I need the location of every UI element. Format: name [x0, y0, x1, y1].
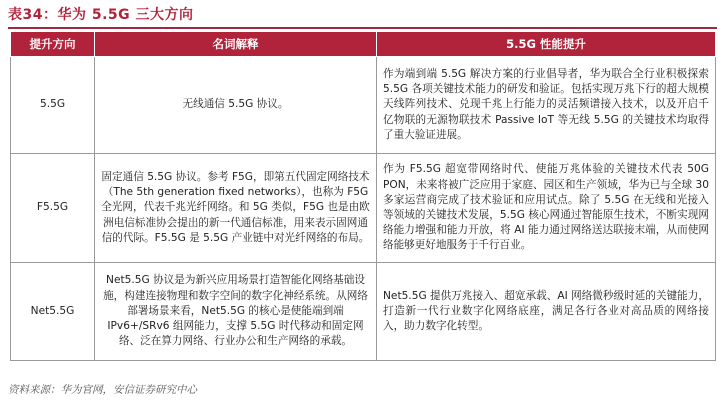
directions-table — [10, 31, 716, 361]
cell-improvement: 作为 F5.5G 超宽带网络时代、使能万兆体验的关键技术代表 50G PON，未来将被广泛应用于家庭、园区和生产领域，华为已与全球 30 多家运营商完成了技术验证和应用试点。除了 5.5G 在无线和光接入等领域的关键技术发展，5.5G 核心网通过智能原生技术，不断实现网络能力增强和能力开放，将 AI 能力通过网络送达联接末端，从而使网络能够更好地服务于千行百业。 — [377, 154, 716, 263]
cell-direction: 5.5G — [11, 57, 95, 154]
source-note: 资料来源：华为官网，安信证券研究中心 — [8, 384, 197, 396]
table-title: 表34：华为 5.5G 三大方向 — [8, 7, 194, 23]
table-row — [11, 263, 716, 361]
cell-direction: Net5.5G — [11, 263, 95, 361]
column-header-direction: 提升方向 — [11, 32, 95, 57]
cell-explanation: 无线通信 5.5G 协议。 — [95, 57, 377, 154]
table-header-row — [11, 32, 716, 57]
column-header-explanation: 名词解释 — [95, 32, 377, 57]
cell-explanation: Net5.5G 协议是为新兴应用场景打造智能化网络基础设施，构建连接物理和数字空间的数字化神经系统。从网络部署场景来看，Net5.5G 的核心是使能端到端 IPv6+/SRv6 组网能力，支撑 5.5G 时代移动和固定网络、泛在算力网络、行业办公和生产网络的承载。 — [95, 263, 377, 361]
cell-improvement: 作为端到端 5.5G 解决方案的行业倡导者，华为联合全行业积极探索 5.5G 各项关键技术能力的研发和验证。包括实现万兆下行的超大规模天线阵列技术、兑现千兆上行能力的灵活频谱接入技术，以及开启千亿物联的无源物联技术 Passive IoT 等无线 5.5G 的关键技术均取得了重大验证进展。 — [377, 57, 716, 154]
cell-explanation: 固定通信 5.5G 协议。参考 F5G，即第五代固定网络技术（The 5th generation fixed networks），也称为 F5G 全光网，代表千兆光纤网络。和 5G 类似，F5G 也是由欧洲电信标准协会提出的新一代通信标准，用来表示固网通信的代际。F5.5G 是 5.5G 产业链中对光纤网络的布局。 — [95, 154, 377, 263]
table-row — [11, 57, 716, 154]
cell-improvement: Net5.5G 提供万兆接入、超宽承载、AI 网络微秒级时延的关键能力，打造新一代行业数字化网络底座，满足各行各业对高品质的网络接入，助力数字化转型。 — [377, 263, 716, 361]
title-divider — [8, 27, 717, 29]
column-header-improvement: 5.5G 性能提升 — [377, 32, 716, 57]
table-row — [11, 154, 716, 263]
cell-direction: F5.5G — [11, 154, 95, 263]
